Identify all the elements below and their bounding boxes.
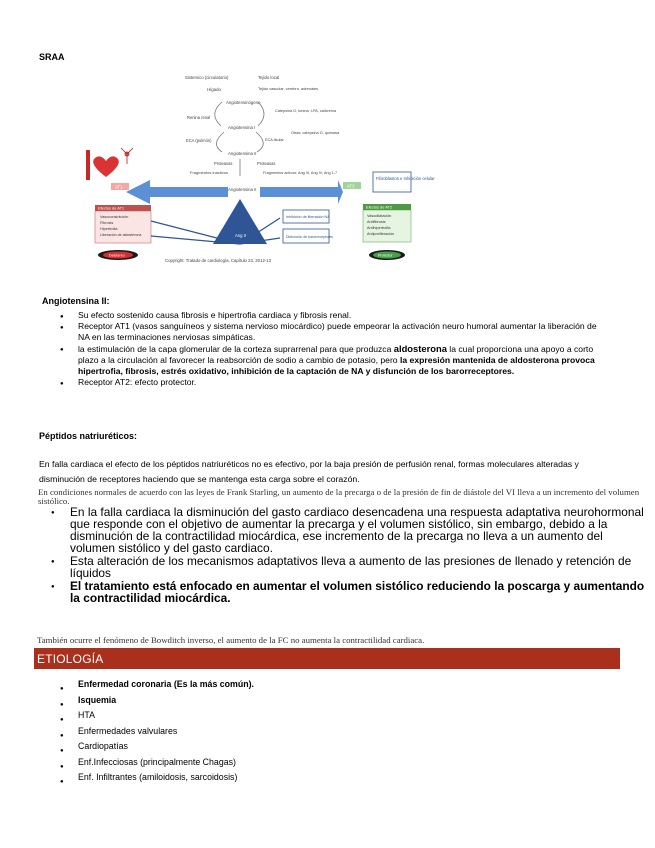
list-item	[78, 377, 598, 388]
diagram-eca: ECA (pulmón)	[186, 138, 212, 143]
diagram-top-right: Tejido local	[258, 75, 280, 80]
frank-starling-excerpt	[37, 488, 650, 630]
list-item	[78, 343, 598, 377]
list-item: ● Enf. Infiltrantes (amiloidosis, sarcoidosis)	[78, 770, 254, 786]
angiotensina-heading: Angiotensina II:	[42, 296, 110, 306]
diagram-angiotensinogeno: Angiotensinógeno	[226, 100, 261, 105]
badge-protector: Protector	[378, 253, 393, 258]
etiologia-bar	[34, 648, 620, 669]
triangle-label: Ang II	[235, 233, 246, 238]
frank-intro: En condiciones normales de acuerdo con las leyes de Frank Starling, un aumento de la precarga o de la presión de fin de diástole del VI lleva a un incremento del volumen sistólico.	[38, 487, 640, 506]
list-item: ● El tratamiento está enfocado en aumentar el volumen sistólico reduciendo la poscarga y aumentando la contractilidad miocárdica.	[37, 580, 650, 604]
list-item-text: Receptor AT2: efecto protector.	[78, 377, 197, 387]
frank-list	[37, 506, 650, 604]
list-item: ● Esta alteración de los mecanismos adaptativos lleva a aumento de las presiones de llenado y retención de líquidos	[37, 555, 650, 579]
effects-at2-item-3: Antiproliferación	[367, 232, 395, 236]
list-item: ● Enfermedad coronaria (Es la más común).	[78, 677, 254, 693]
diagram-center-label: Angiotensina II	[228, 187, 257, 192]
list-item: ● Cardiopatías	[78, 739, 254, 755]
etiologia-heading: ETIOLOGÍA	[37, 652, 104, 666]
list-item: ● Enfermedades valvulares	[78, 724, 254, 740]
etiologia-list	[78, 677, 254, 786]
effects-at2-item-2: Antihipertrofia	[367, 226, 391, 230]
list-item: ● Enf.Infecciosas (principalmente Chagas)	[78, 755, 254, 771]
bowditch-note: También ocurre el fenómeno de Bowditch inverso, el aumento de la FC no aumenta la contractilidad cardiaca.	[37, 635, 425, 645]
diagram-proteasas-left: Proteasas	[214, 161, 233, 166]
list-item: ● HTA	[78, 708, 254, 724]
list-item	[78, 310, 598, 321]
effects-at1-item-1: Fibrosis	[100, 221, 114, 225]
diagram-top-left: Sistemico (circulatorio)	[185, 75, 229, 80]
diagram-angiotensina-i: Angiotensina I	[228, 125, 256, 130]
vessel-icon	[86, 150, 90, 180]
sraa-heading: SRAA	[39, 52, 65, 62]
peptidos-paragraph: En falla cardiaca el efecto de los péptidos natriuréticos no es efectivo, por la baja presión de perfusión renal, formas moleculares alteradas y disminución de receptores haciendo que se mantenga esta carga sobre el corazón.	[39, 459, 579, 484]
disfuncion-barorreceptores: Disfunción de barorreceptores	[286, 235, 333, 239]
diagram-higado: Hígado	[207, 87, 221, 92]
effects-at2-item-0: Vasodilatación	[367, 214, 392, 218]
diagram-otras: Otras: catepsina G, quimasa	[291, 131, 340, 135]
effects-at1-item-2: Hipertrofia	[100, 227, 118, 231]
diagram-catepsina: Catepsina G, tonina, t-PA, calicreína	[275, 109, 337, 113]
diagram-fragmentos-right: Fragmentos activos: Ang III, Ang IV, Ang 1-7	[263, 171, 338, 175]
diagram-fragmentos-left: Fragmentos inactivos	[190, 170, 229, 175]
diagram-angiotensina-ii: Angiotensina II	[228, 151, 257, 156]
list-item	[78, 321, 598, 343]
list-item: ● Isquemia	[78, 693, 254, 709]
receptor-at1-label: AT1	[115, 184, 123, 190]
list-item: ● En la falla cardiaca la disminución del gasto cardiaco desencadena una respuesta adaptativa neurohormonal que responde con el objetivo de aumentar la precarga y el volumen sistólico, sin embargo, debido a la disminución de la contractilidad miocárdica, ese incremento de la precarga no lleva a un aumento del volumen sistólico y del gasto cardiaco.	[37, 506, 650, 554]
aldosterona-bold: aldosterona	[393, 343, 447, 354]
list-item-text: Su efecto sostenido causa fibrosis e hipertrofia cardiaca y fibrosis renal.	[78, 310, 352, 320]
peptidos-heading: Péptidos natriuréticos:	[39, 431, 138, 441]
effects-at1-item-0: Vasoconstricción	[100, 215, 129, 219]
diagram-right-panel	[343, 168, 435, 266]
effects-at2-title: Efectos de AT2	[366, 204, 393, 210]
list-item-text: Receptor AT1 (vasos sanguíneos y sistema nervioso miocárdico) puede empeorar la activación neuro humoral aumentar la liberación de NA en las terminaciones nerviosas simpáticas.	[78, 321, 597, 342]
effects-at1-title: Efectos de AT1	[98, 205, 125, 211]
sraa-diagram	[80, 66, 343, 267]
inhibicion-na: Inhibición de liberación NA	[286, 215, 330, 219]
receptor-at2-label: AT2	[347, 183, 355, 189]
diagram-tejido-local: Tejido vascular, cerebro, adrenales	[258, 86, 319, 91]
diagram-caption: Copyright: Tratado de cardiología, Capítulo 23, 2012-13	[165, 258, 272, 263]
effects-at1-item-3: Liberación de aldosterona	[100, 233, 142, 237]
effects-at2-item-1: Antifibrosis	[367, 220, 386, 224]
angiotensina-list	[78, 310, 598, 388]
aldosterona-effects-bold: la expresión mantenida de aldosterona provoca hipertrofia, fibrosis, estrés oxidativo, inhibición de la captación de NA y disfunción de los barorreceptores.	[78, 355, 595, 376]
fibroblastos-text: Fibroblastos e Inhibición celular	[376, 176, 435, 181]
list-item-text: la cual proporciona una apoyo a corto plazo a la circulación al favorecer la reabsorción de sodio a cambio de potasio, pero	[78, 344, 594, 365]
badge-deleterio: Deletéreo	[109, 253, 125, 258]
diagram-proteasas-right: Proteasas	[257, 161, 276, 166]
list-item-text: la estimulación de la capa glomerular de la corteza suprarrenal para que produzca	[78, 344, 394, 354]
diagram-eca-tisular: ECA tisular	[265, 138, 284, 142]
diagram-renina: Renina renal	[187, 115, 211, 120]
